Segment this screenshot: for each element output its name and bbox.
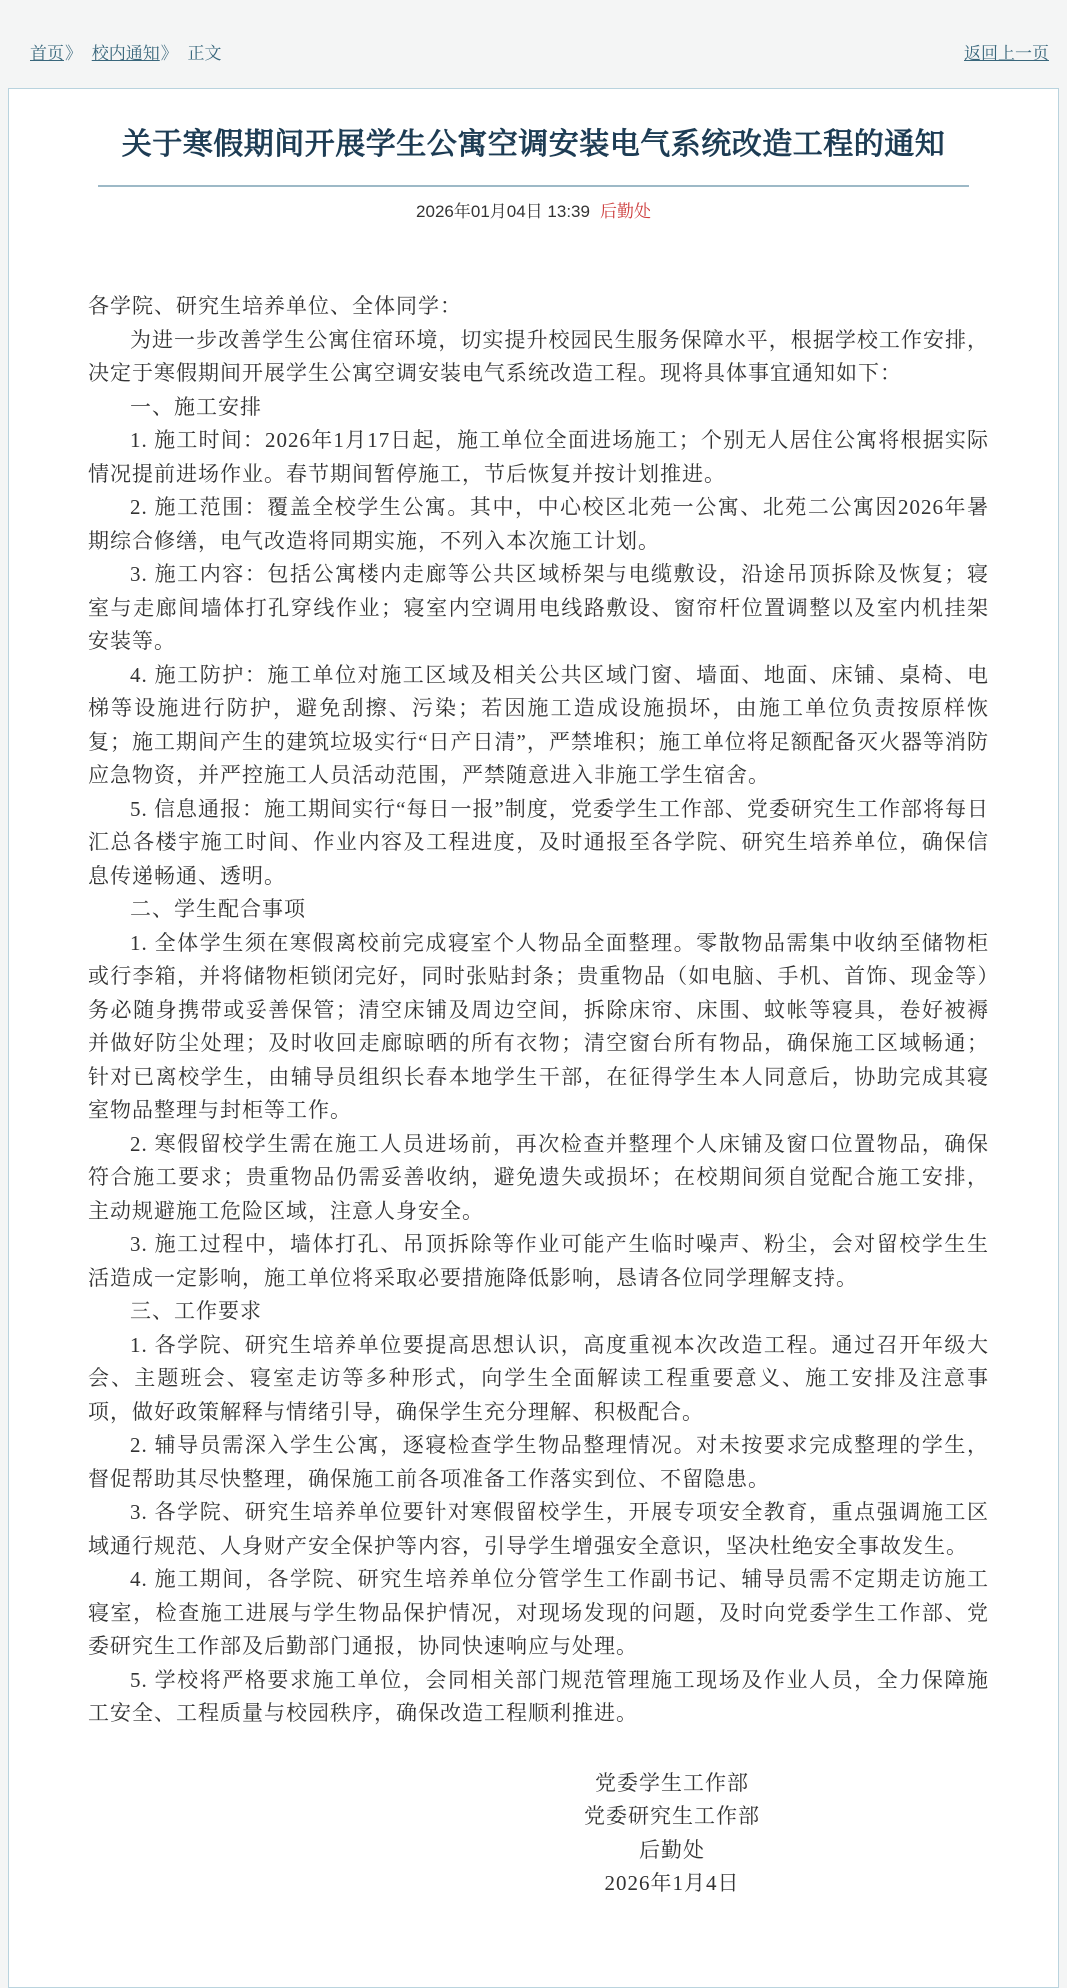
body-paragraph: 4. 施工防护：施工单位对施工区域及相关公共区域门窗、墙面、地面、床铺、桌椅、电梯等设施进行防护，避免刮擦、污染；若因施工造成设施损坏，由施工单位负责按原样恢复；施工期间产生的建筑垃圾实行“日产日清”，严禁堆积；施工单位将足额配备灭火器等消防应急物资，并严控施工人员活动范围，严禁随意进入非施工学生宿舍。 (88, 662, 989, 787)
body-paragraph: 3. 各学院、研究生培养单位要针对寒假留校学生，开展专项安全教育，重点强调施工区域通行规范、人身财产安全保护等内容，引导学生增强安全意识，坚决杜绝安全事故发生。 (88, 1500, 989, 1558)
breadcrumb-current: 正文 (187, 44, 222, 63)
body-paragraph: 1. 全体学生须在寒假离校前完成寝室个人物品全面整理。零散物品需集中收纳至储物柜或行李箱，并将储物柜锁闭完好，同时张贴封条；贵重物品（如电脑、手机、首饰、现金等）务必随身携带或妥善保管；清空床铺及周边空间，拆除床帘、床围、蚊帐等寝具，卷好被褥并做好防尘处理；及时收回走廊晾晒的所有衣物；清空窗台所有物品，确保施工区域畅通；针对已离校学生，由辅导员组织长春本地学生干部，在征得学生本人同意后，协助完成其寝室物品整理与封柜等工作。 (88, 930, 989, 1122)
publish-date: 2026年01月04日 13:39 (416, 202, 590, 221)
body-paragraph: 2. 辅导员需深入学生公寓，逐寝检查学生物品整理情况。对未按要求完成整理的学生，督促帮助其尽快整理，确保施工前各项准备工作落实到位、不留隐患。 (88, 1433, 989, 1491)
breadcrumb-trail (30, 39, 221, 64)
breadcrumb-link-campus-notices[interactable]: 校内通知 (91, 44, 160, 63)
body-paragraph: 为进一步改善学生公寓住宿环境，切实提升校园民生服务保障水平，根据学校工作安排，决定于寒假期间开展学生公寓空调安装电气系统改造工程。现将具体事宜通知如下： (88, 327, 989, 385)
body-paragraph: 2. 施工范围：覆盖全校学生公寓。其中，中心校区北苑一公寓、北苑二公寓因2026年暑期综合修缮，电气改造将同期实施，不列入本次施工计划。 (88, 495, 989, 553)
back-to-previous-link[interactable]: 返回上一页 (964, 44, 1049, 63)
body-paragraph: 3. 施工内容：包括公寓楼内走廊等公共区域桥架与电缆敷设，沿途吊顶拆除及恢复；寝室与走廊间墙体打孔穿线作业；寝室内空调用电线路敷设、窗帘杆位置调整以及室内机挂架安装等。 (88, 562, 989, 653)
body-paragraph: 5. 学校将严格要求施工单位，会同相关部门规范管理施工现场及作业人员，全力保障施工安全、工程质量与校园秩序，确保改造工程顺利推进。 (88, 1667, 989, 1725)
title-divider (98, 185, 969, 187)
publish-info (9, 200, 1058, 224)
publish-department: 后勤处 (599, 202, 651, 221)
breadcrumb-separator-icon: 》 (65, 44, 82, 63)
body-paragraph: 1. 施工时间：2026年1月17日起，施工单位全面进场施工；个别无人居住公寓将根据实际情况提前进场作业。春节期间暂停施工，节后恢复并按计划推进。 (88, 428, 989, 486)
signature-line: 党委研究生工作部 (584, 1804, 760, 1828)
breadcrumb-link-home[interactable]: 首页 (30, 44, 64, 63)
signature-line: 党委学生工作部 (595, 1770, 749, 1795)
section-heading: 一、施工安排 (130, 394, 262, 419)
signature-line: 后勤处 (639, 1837, 705, 1862)
body-paragraph: 3. 施工过程中，墙体打孔、吊顶拆除等作业可能产生临时噪声、粉尘，会对留校学生生活造成一定影响，施工单位将采取必要措施降低影响，恳请各位同学理解支持。 (88, 1232, 989, 1290)
article-body (9, 290, 1058, 1901)
section-heading: 二、学生配合事项 (130, 897, 306, 921)
breadcrumb (0, 0, 1067, 64)
salutation: 各学院、研究生培养单位、全体同学： (88, 294, 462, 318)
body-paragraph: 2. 寒假留校学生需在施工人员进场前，再次检查并整理个人床铺及窗口位置物品，确保符合施工要求；贵重物品仍需妥善收纳，避免遗失或损坏；在校期间须自觉配合施工安排，主动规避施工危险区域，注意人身安全。 (88, 1131, 989, 1223)
signature-block (584, 1767, 760, 1901)
section-heading: 三、工作要求 (130, 1299, 262, 1323)
page-title: 关于寒假期间开展学生公寓空调安装电气系统改造工程的通知 (121, 128, 946, 161)
body-paragraph: 5. 信息通报：施工期间实行“每日一报”制度，党委学生工作部、党委研究生工作部将每日汇总各楼宇施工时间、作业内容及工程进度，及时通报至各学院、研究生培养单位，确保信息传递畅通、透明。 (88, 796, 989, 888)
body-paragraph: 4. 施工期间，各学院、研究生培养单位分管学生工作副书记、辅导员需不定期走访施工寝室，检查施工进展与学生物品保护情况，对现场发现的问题，及时向党委学生工作部、党委研究生工作部及后勤部门通报，协同快速响应与处理。 (88, 1567, 989, 1658)
body-paragraph: 1. 各学院、研究生培养单位要提高思想认识，高度重视本次改造工程。通过召开年级大会、主题班会、寝室走访等多种形式，向学生全面解读工程重要意义、施工安排及注意事项，做好政策解释与情绪引导，确保学生充分理解、积极配合。 (88, 1332, 989, 1424)
signature-date: 2026年1月4日 (604, 1871, 740, 1895)
breadcrumb-separator-icon: 》 (160, 44, 178, 63)
notice-content-box (8, 88, 1059, 1988)
